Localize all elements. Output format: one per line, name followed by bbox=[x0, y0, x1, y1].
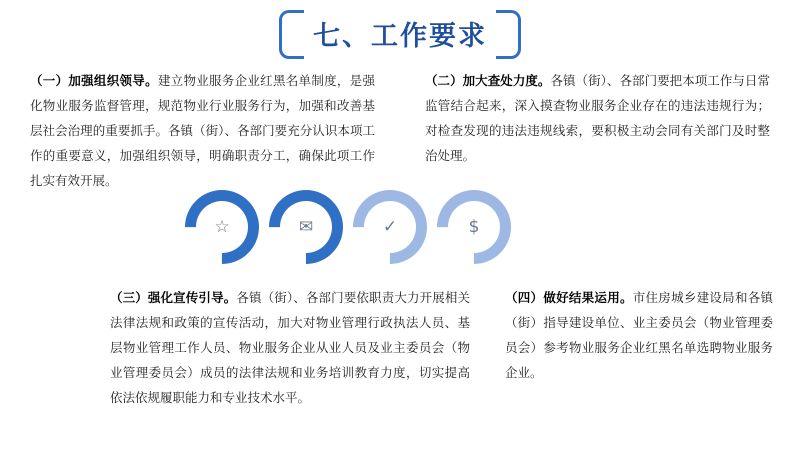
paragraph-one-body: 建立物业服务企业红黑名单制度，是强化物业服务监督管理，规范物业行业服务行为，加强和改善基层社会治理的重要抓手。各镇（街）、各部门要充分认识本项工作的重要意义，加强组织领导，明确职责分工，确保此项工作扎实有效开展。 bbox=[30, 73, 375, 188]
icon-arc-row bbox=[185, 190, 615, 275]
page-title-text: 七、工作要求 bbox=[313, 21, 487, 52]
envelope-icon: ✉ bbox=[298, 217, 314, 237]
paragraph-four-lead: （四）做好结果运用。 bbox=[505, 290, 633, 305]
paragraph-one bbox=[30, 68, 375, 193]
bracket-right-decoration bbox=[496, 10, 521, 59]
paragraph-three bbox=[110, 285, 470, 410]
star-icon: ☆ bbox=[214, 217, 230, 237]
check-circle-icon: ✓ bbox=[382, 217, 398, 237]
title-bracket-box bbox=[279, 8, 521, 61]
paragraph-one-lead: （一）加强组织领导。 bbox=[30, 73, 158, 88]
paragraph-three-lead: （三）强化宣传引导。 bbox=[110, 290, 237, 305]
bracket-left-decoration bbox=[279, 10, 304, 59]
paragraph-four-body: 市住房城乡建设局和各镇（街）指导建设单位、业主委员会（物业管理委员会）参考物业服务企业红黑名单选聘物业服务企业。 bbox=[505, 290, 773, 380]
paragraph-two-lead: （二）加大查处力度。 bbox=[425, 73, 551, 88]
page-title bbox=[0, 8, 800, 61]
paragraph-two bbox=[425, 68, 770, 168]
paragraph-three-body: 各镇（街）、各部门要依职责大力开展相关法律法规和政策的宣传活动，加大对物业管理行政执法人员、基层物业管理工作人员、物业服务企业从业人员及业主委员会（物业管理委员会）成员的法律法规和业务培训教育力度，切实提高依法依规履职能力和专业技术水平。 bbox=[110, 290, 470, 405]
dollar-coin-icon: $ bbox=[468, 217, 480, 237]
paragraph-four bbox=[505, 285, 773, 385]
paragraph-two-body: 各镇（街）、各部门要把本项工作与日常监管结合起来，深入摸查物业服务企业存在的违法违规行为；对检查发现的违法违规线索，要积极主动会同有关部门及时整治处理。 bbox=[425, 73, 770, 163]
